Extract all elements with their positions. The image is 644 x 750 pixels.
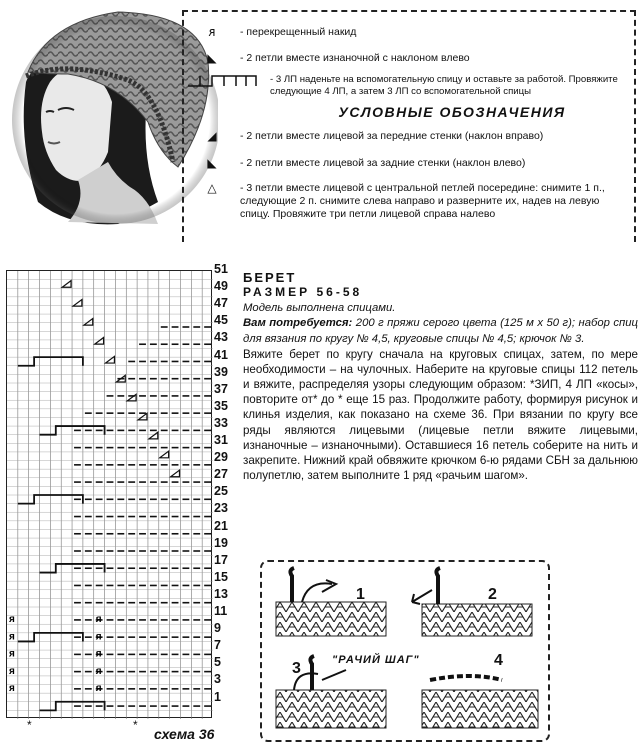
crossed-yarn-over-icon: ᴙ bbox=[95, 648, 102, 660]
size-line bbox=[243, 285, 638, 300]
decrease-symbol bbox=[95, 337, 104, 344]
crossed-yarn-over-icon: ᴙ bbox=[208, 25, 216, 39]
illustration-caption: "РАЧИЙ ШАГ" bbox=[332, 654, 420, 666]
decrease-symbol bbox=[62, 281, 71, 288]
chart-row-number: 29 bbox=[214, 450, 228, 465]
chart-row-number: 11 bbox=[214, 604, 228, 618]
crossed-yarn-over-icon: ᴙ bbox=[95, 631, 102, 643]
chart-row-number: 3 bbox=[214, 672, 221, 687]
decrease-symbol bbox=[160, 451, 169, 458]
chart-row-number: 51 bbox=[214, 262, 228, 276]
decrease-symbol bbox=[138, 413, 147, 420]
knitting-chart bbox=[6, 270, 212, 718]
decrease-left-purl-icon: ◣ bbox=[207, 51, 217, 65]
crossed-yarn-over-icon: ᴙ bbox=[9, 631, 15, 643]
crab-stitch-illustration bbox=[260, 560, 550, 742]
step-label-3: 3 bbox=[292, 660, 301, 677]
article-intro: Модель выполнена спицами. bbox=[243, 301, 396, 314]
chart-row-number: 45 bbox=[214, 313, 228, 328]
crossed-yarn-over-icon: ᴙ bbox=[9, 648, 15, 660]
chart-row-number: 33 bbox=[214, 415, 228, 430]
chart-row-number: 1 bbox=[214, 689, 221, 704]
repeat-mark-start: * bbox=[27, 718, 32, 732]
step-label-1: 1 bbox=[356, 586, 365, 603]
chart-row-number: 27 bbox=[214, 467, 228, 482]
decrease-symbol bbox=[84, 319, 93, 326]
article-title: БЕРЕТ bbox=[243, 270, 297, 285]
chart-row-number: 35 bbox=[214, 398, 228, 413]
cable-icon bbox=[184, 74, 270, 91]
article-text bbox=[243, 270, 638, 483]
decrease-left-icon: ◣ bbox=[207, 156, 217, 170]
chart-row-number: 13 bbox=[214, 586, 228, 601]
instructions-paragraph: Вяжите берет по кругу сначала на круговых спицах, затем, по мере необходимости – на чулочных. Наберите на круговые спицы 112 петель и вяжите, распределяя узоры следующим образом: *ЗИП, 4 ЛП «косы», повторите от* до * еще 15 раз. Продолжите работу, формируя рисунок и клинья изделия, как показано на схеме 36. При вязании по кругу все ряды являются лицевыми (лицевые петли вяжите лицевыми, изнаночные – изнаночными). Оставшиеся 16 петель соберите на нить и закрепите. Нижний край обвяжите крючком 6-ю рядами СБН за дальнюю полупетлю, затем выполните 1 ряд «рачьим шагом». bbox=[243, 348, 638, 482]
materials-label: Вам потребуется: bbox=[243, 317, 353, 330]
size-label: РАЗМЕР bbox=[243, 285, 311, 300]
legend-item-cable: - 3 ЛП наденьте на вспомогательную спицу и оставьте за работой. Провяжите следующие 4 ЛП, а затем 3 ЛП со вспомогательной спицы bbox=[184, 74, 630, 98]
chart-row-number: 31 bbox=[214, 433, 228, 447]
decrease-symbol bbox=[171, 470, 180, 477]
legend-item-central-decrease: △ - 3 петли вместе лицевой с центральной петлей посередине: снимите 1 п., следующие 2 п. снимите слева направо и разверните их, надев на левую спицу. Провяжите три петли лицевой справа налево bbox=[184, 182, 625, 221]
chart-row-number: 39 bbox=[214, 364, 228, 379]
crossed-yarn-over-icon: ᴙ bbox=[95, 614, 102, 626]
legend-box bbox=[182, 10, 636, 242]
chart-row-number: 21 bbox=[214, 518, 228, 533]
chart-row-number: 41 bbox=[214, 347, 228, 362]
materials-paragraph bbox=[243, 316, 638, 347]
materials-text: 200 г пряжи серого цвета (125 м х 50 г); набор спиц для вязания по кругу № 4,5, круговые спицы № 4,5; крючок № 3. bbox=[243, 317, 638, 345]
chart-row-number: 49 bbox=[214, 279, 228, 294]
crossed-yarn-over-icon: ᴙ bbox=[95, 683, 102, 695]
chart-row-number: 23 bbox=[214, 501, 228, 516]
step-label-4: 4 bbox=[494, 652, 503, 669]
chart-label: схема 36 bbox=[154, 726, 215, 742]
decrease-symbol bbox=[106, 356, 115, 363]
crossed-yarn-over-icon: ᴙ bbox=[95, 665, 102, 677]
chart-row-number: 43 bbox=[214, 330, 228, 345]
chart-row-number: 37 bbox=[214, 381, 228, 396]
legend-item-decrease-left: ◣ - 2 петли вместе лицевой за задние стенки (наклон влево) bbox=[184, 157, 620, 170]
size-value: 56-58 bbox=[316, 285, 363, 300]
decrease-symbol bbox=[149, 432, 158, 439]
chart-row-number: 5 bbox=[214, 655, 221, 670]
chart-row-number: 19 bbox=[214, 535, 228, 550]
crossed-yarn-over-icon: ᴙ bbox=[9, 614, 15, 626]
decrease-symbol bbox=[73, 300, 82, 307]
legend-item-crossed-yarn-over: ᴙ - перекрещенный накид bbox=[184, 26, 620, 39]
decrease-right-icon: ◢ bbox=[207, 129, 217, 143]
crossed-yarn-over-icon: ᴙ bbox=[9, 665, 15, 677]
step-label-2: 2 bbox=[488, 586, 497, 603]
crossed-yarn-over-icon: ᴙ bbox=[9, 683, 15, 695]
repeat-mark-end: * bbox=[133, 718, 138, 732]
chart-row-number: 47 bbox=[214, 296, 228, 311]
central-decrease-icon: △ bbox=[207, 181, 217, 195]
legend-title: УСЛОВНЫЕ ОБОЗНАЧЕНИЯ bbox=[338, 104, 566, 120]
chart-row-number: 25 bbox=[214, 484, 228, 499]
chart-row-number: 9 bbox=[214, 621, 221, 636]
legend-item-decrease-right: ◢ - 2 петли вместе лицевой за передние стенки (наклон вправо) bbox=[184, 130, 620, 143]
chart-row-number: 15 bbox=[214, 569, 228, 584]
legend-item-purl-decrease: ◣ - 2 петли вместе изнаночной с наклоном влево bbox=[184, 52, 620, 65]
chart-row-number: 17 bbox=[214, 552, 228, 567]
chart-row-number: 7 bbox=[214, 638, 221, 653]
